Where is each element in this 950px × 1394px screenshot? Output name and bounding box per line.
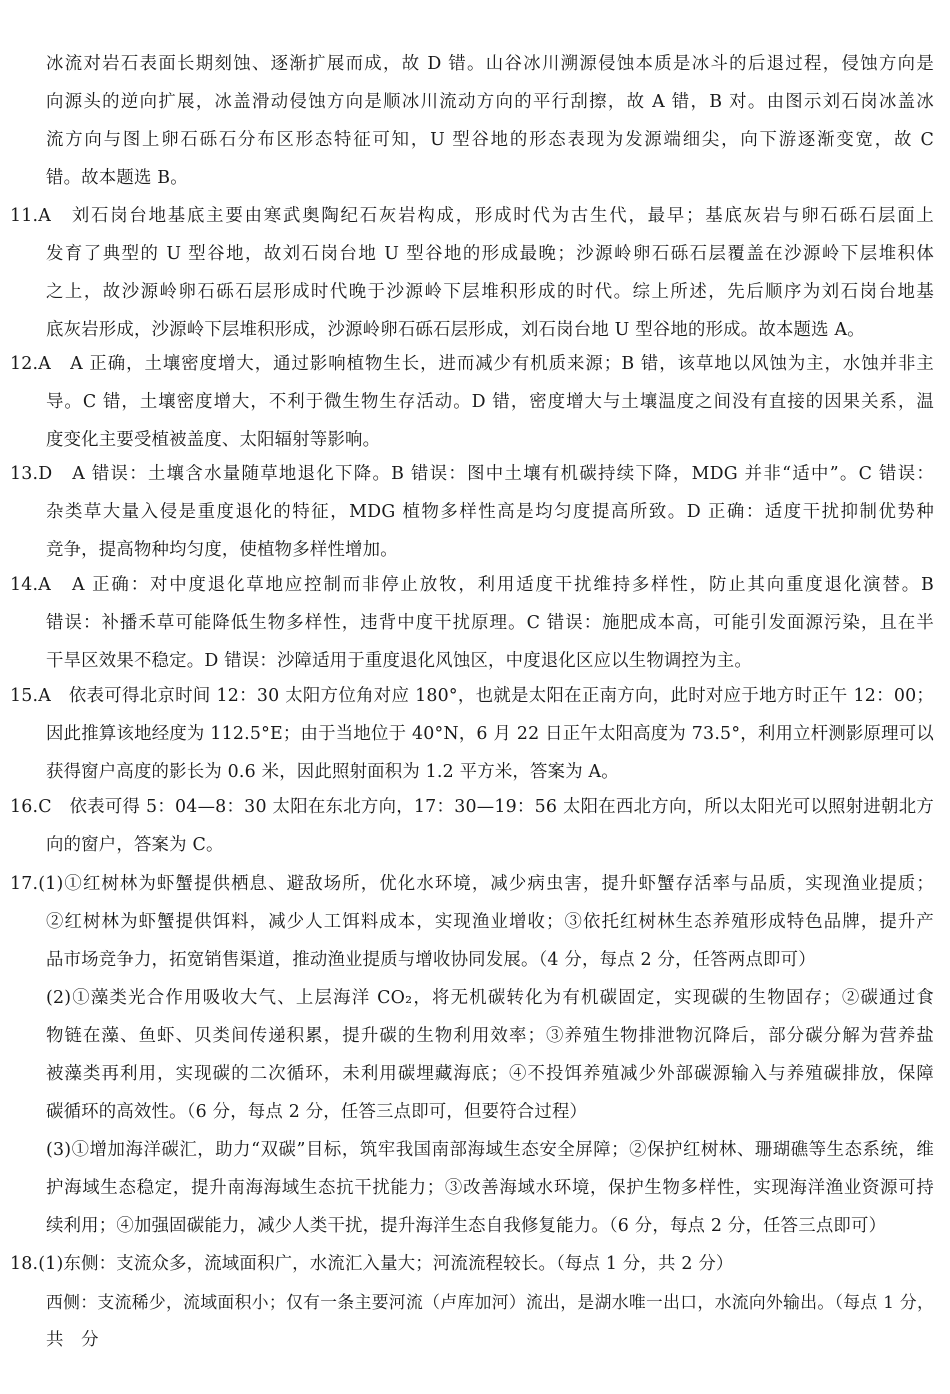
answer-17-1: 17.(1)①红树林为虾蟹提供栖息、避敌场所，优化水环境，减少病虫害，提升虾蟹存活率与品质，实现渔业提质； <box>10 874 934 894</box>
text-line: 错。故本题选 B。 <box>46 168 188 188</box>
answer-11: 11.A 刘石岗台地基底主要由寒武奥陶纪石灰岩构成，形成时代为古生代，最早；基底灰岩与卵石砾石层面上 <box>10 206 934 226</box>
text-line: 流方向与图上卵石砾石分布区形态特征可知，U 型谷地的形态表现为发源端细尖，向下游逐渐变宽，故 C <box>46 130 934 150</box>
text-line: 被藻类再利用，实现碳的二次循环，未利用碳埋藏海底；④不投饵养殖减少外部碳源输入与养殖碳排放，保障 <box>46 1064 934 1084</box>
answer-16: 16.C 依表可得 5：04—8：30 太阳在东北方向，17：30—19：56 太阳在西北方向，所以太阳光可以照射进朝北方 <box>10 797 934 817</box>
text-line: 发育了典型的 U 型谷地，故刘石岗台地 U 型谷地的形成最晚；沙源岭卵石砾石层覆盖在沙源岭下层堆积体 <box>46 244 934 264</box>
text-line: 冰流对岩石表面长期刻蚀、逐渐扩展而成，故 D 错。山谷冰川溯源侵蚀本质是冰斗的后退过程，侵蚀方向是 <box>46 54 934 74</box>
text-line: 度变化主要受植被盖度、太阳辐射等影响。 <box>46 430 381 450</box>
text-line: 错误：补播禾草可能降低生物多样性，违背中度干扰原理。C 错误：施肥成本高，可能引发面源污染，且在半 <box>46 613 934 633</box>
text-line: 底灰岩形成，沙源岭下层堆积形成，沙源岭卵石砾石层形成，刘石岗台地 U 型谷地的形成。故本题选 A。 <box>46 320 865 340</box>
text-line: 共 分 <box>46 1330 99 1350</box>
answer-17-2: (2)①藻类光合作用吸收大气、上层海洋 CO₂，将无机碳转化为有机碳固定，实现碳的生物固存；②碳通过食 <box>46 988 934 1008</box>
answer-13: 13.D A 错误：土壤含水量随草地退化下降。B 错误：图中土壤有机碳持续下降，MDG 并非“适中”。C 错误： <box>10 464 934 484</box>
text-line: 杂类草大量入侵是重度退化的特征，MDG 植物多样性高是均匀度提高所致。D 正确：适度干扰抑制优势种 <box>46 502 934 522</box>
text-line: 干旱区效果不稳定。D 错误：沙障适用于重度退化风蚀区，中度退化区应以生物调控为主。 <box>46 651 752 671</box>
text-line: 品市场竞争力，拓宽销售渠道，推动渔业提质与增收协同发展。（4 分，每点 2 分，任答两点即可） <box>46 950 816 970</box>
answer-15: 15.A 依表可得北京时间 12：30 太阳方位角对应 180°，也就是太阳在正南方向，此时对应于地方时正午 12：00； <box>10 686 934 706</box>
text-line: 西侧：支流稀少，流域面积小；仅有一条主要河流（卢库加河）流出，是湖水唯一出口，水流向外输出。（每点 1 分， <box>46 1292 934 1312</box>
answer-17-3: (3)①增加海洋碳汇，助力“双碳”目标，筑牢我国南部海域生态安全屏障；②保护红树林、珊瑚礁等生态系统，维 <box>46 1140 934 1160</box>
text-line: 导。C 错，土壤密度增大，不利于微生物生存活动。D 错，密度增大与土壤温度之间没有直接的因果关系，温 <box>46 392 934 412</box>
text-line: 向的窗户，答案为 C。 <box>46 835 224 855</box>
answer-14: 14.A A 正确：对中度退化草地应控制而非停止放牧，利用适度干扰维持多样性，防止其向重度退化演替。B <box>10 575 934 595</box>
text-line: 竞争，提高物种均匀度，使植物多样性增加。 <box>46 540 398 560</box>
text-line: 之上，故沙源岭卵石砾石层形成时代晚于沙源岭下层堆积形成的时代。综上所述，先后顺序为刘石岗台地基 <box>46 282 934 302</box>
text-line: 续利用；④加强固碳能力，减少人类干扰，提升海洋生态自我修复能力。（6 分，每点 2 分，任答三点即可） <box>46 1216 887 1236</box>
text-line: 向源头的逆向扩展，冰盖滑动侵蚀方向是顺冰川流动方向的平行刮擦，故 A 错，B 对。由图示刘石岗冰盖冰 <box>46 92 934 112</box>
text-line: 护海域生态稳定，提升南海海域生态抗干扰能力；③改善海域水环境，保护生物多样性，实现海洋渔业资源可持 <box>46 1178 934 1198</box>
answer-18-1: 18.(1)东侧：支流众多，流域面积广，水流汇入量大；河流流程较长。（每点 1 分，共 2 分） <box>10 1254 734 1274</box>
text-line: 物链在藻、鱼虾、贝类间传递积累，提升碳的生物利用效率；③养殖生物排泄物沉降后，部分碳分解为营养盐 <box>46 1026 934 1046</box>
text-line: 碳循环的高效性。（6 分，每点 2 分，任答三点即可，但要符合过程） <box>46 1102 588 1122</box>
answer-12: 12.A A 正确，土壤密度增大，通过影响植物生长，进而减少有机质来源；B 错，该草地以风蚀为主，水蚀并非主 <box>10 354 934 374</box>
text-line: 获得窗户高度的影长为 0.6 米，因此照射面积为 1.2 平方米，答案为 A。 <box>46 762 619 782</box>
text-line: 因此推算该地经度为 112.5°E；由于当地位于 40°N，6 月 22 日正午太阳高度为 73.5°，利用立杆测影原理可以 <box>46 724 934 744</box>
text-line: ②红树林为虾蟹提供饵料，减少人工饵料成本，实现渔业增收；③依托红树林生态养殖形成特色品牌，提升产 <box>46 912 934 932</box>
